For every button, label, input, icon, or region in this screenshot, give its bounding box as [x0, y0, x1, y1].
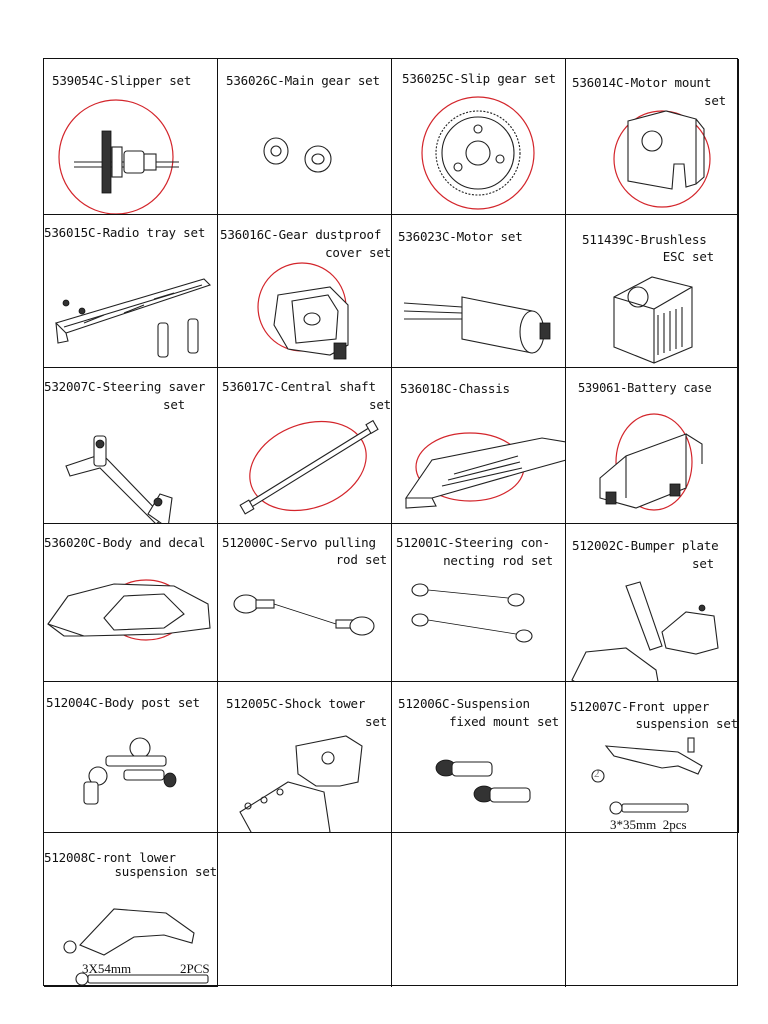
- part-cell-536026C: [218, 59, 392, 215]
- part-label: 536025C-Slip gear set: [402, 71, 556, 86]
- part-cell-512008C: [44, 833, 218, 987]
- body-and-decal-drawing: [44, 524, 218, 682]
- steering-connecting-rod-drawing: [392, 524, 566, 682]
- part-label: 536026C-Main gear set: [226, 73, 380, 88]
- front-lower-screw-size: 3X54mm: [82, 961, 132, 976]
- front-lower-screw-qty: 2PCS: [180, 961, 210, 976]
- servo-pulling-rod-drawing: [218, 524, 392, 682]
- part-label: 536016C-Gear dustproof: [220, 227, 382, 242]
- part-label: 539061-Battery case: [578, 381, 712, 395]
- motor-mount-set-drawing: [566, 59, 739, 215]
- part-label-line2: set: [704, 93, 726, 108]
- empty-cell: [218, 833, 392, 987]
- part-label: 536014C-Motor mount: [572, 75, 712, 90]
- gear-dustproof-cover-drawing: [218, 215, 392, 368]
- part-label: 536017C-Central shaft: [222, 379, 376, 394]
- part-cell-512001C: [392, 524, 566, 682]
- qty-mark: 2: [594, 768, 600, 780]
- part-label: 512005C-Shock tower: [226, 696, 366, 711]
- empty-cell: [566, 833, 739, 987]
- part-cell-512000C: [218, 524, 392, 682]
- part-cell-512002C: [566, 524, 739, 682]
- part-label: 512001C-Steering con-: [396, 535, 550, 550]
- front-upper-suspension-drawing: [566, 682, 739, 833]
- bumper-plate-drawing: [566, 524, 739, 682]
- part-label: 512008C-ront lower: [44, 850, 176, 865]
- part-label-line2: suspension set: [114, 864, 217, 879]
- part-cell-512005C: [218, 682, 392, 833]
- part-label-line2: ESC set: [662, 249, 714, 264]
- part-cell-512004C: [44, 682, 218, 833]
- motor-set-drawing: [392, 215, 566, 368]
- part-label: 536020C-Body and decal: [44, 535, 206, 550]
- part-label-line2: rod set: [335, 552, 387, 567]
- part-label-line2: necting rod set: [443, 553, 553, 568]
- empty-cell: [392, 833, 566, 987]
- part-cell-536014C: [566, 59, 739, 215]
- part-cell-536025C: [392, 59, 566, 215]
- main-gear-set-drawing: [218, 59, 392, 215]
- steering-saver-drawing: [44, 368, 218, 524]
- part-cell-536018C: [392, 368, 566, 524]
- part-label: 511439C-Brushless: [582, 232, 707, 247]
- suspension-fixed-mount-drawing: [392, 682, 566, 833]
- part-cell-536017C: [218, 368, 392, 524]
- part-cell-536020C: [44, 524, 218, 682]
- part-label-line2: cover set: [325, 245, 391, 260]
- part-label: 512000C-Servo pulling: [222, 535, 376, 550]
- part-label-line2: set: [163, 397, 185, 412]
- part-cell-512006C: [392, 682, 566, 833]
- shock-tower-drawing: [218, 682, 392, 833]
- part-label: 532007C-Steering saver: [44, 379, 206, 394]
- part-label: 539054C-Slipper set: [52, 73, 192, 88]
- part-label: 512007C-Front upper: [570, 699, 710, 714]
- part-cell-539054C: [44, 59, 218, 215]
- part-label-line2: set: [369, 397, 391, 412]
- part-label-line2: fixed mount set: [449, 714, 559, 729]
- part-cell-532007C: [44, 368, 218, 524]
- part-label: 536015C-Radio tray set: [44, 225, 206, 240]
- slipper-set-drawing: [44, 59, 218, 215]
- part-label: 536018C-Chassis: [400, 381, 510, 396]
- part-cell-511439C: [566, 215, 739, 368]
- part-label: 512002C-Bumper plate: [572, 538, 719, 553]
- part-cell-536015C: [44, 215, 218, 368]
- part-cell-512007C: [566, 682, 739, 833]
- part-cell-539061: [566, 368, 739, 524]
- body-post-drawing: [44, 682, 218, 833]
- central-shaft-drawing: [218, 368, 392, 524]
- part-cell-536016C: [218, 215, 392, 368]
- part-label: 512004C-Body post set: [46, 695, 200, 710]
- part-label-line2: set: [365, 714, 387, 729]
- slip-gear-set-drawing: [392, 59, 566, 215]
- brushless-esc-drawing: [566, 215, 739, 368]
- radio-tray-set-drawing: [44, 215, 218, 368]
- part-cell-536023C: [392, 215, 566, 368]
- front-upper-screw-note: 3*35mm 2pcs: [610, 817, 687, 832]
- parts-table: [43, 58, 738, 986]
- part-label-line2: suspension set: [635, 716, 738, 731]
- part-label-line2: set: [692, 556, 714, 571]
- part-label: 512006C-Suspension: [398, 696, 530, 711]
- battery-case-drawing: [566, 368, 739, 524]
- part-label: 536023C-Motor set: [398, 229, 523, 244]
- chassis-drawing: [392, 368, 566, 524]
